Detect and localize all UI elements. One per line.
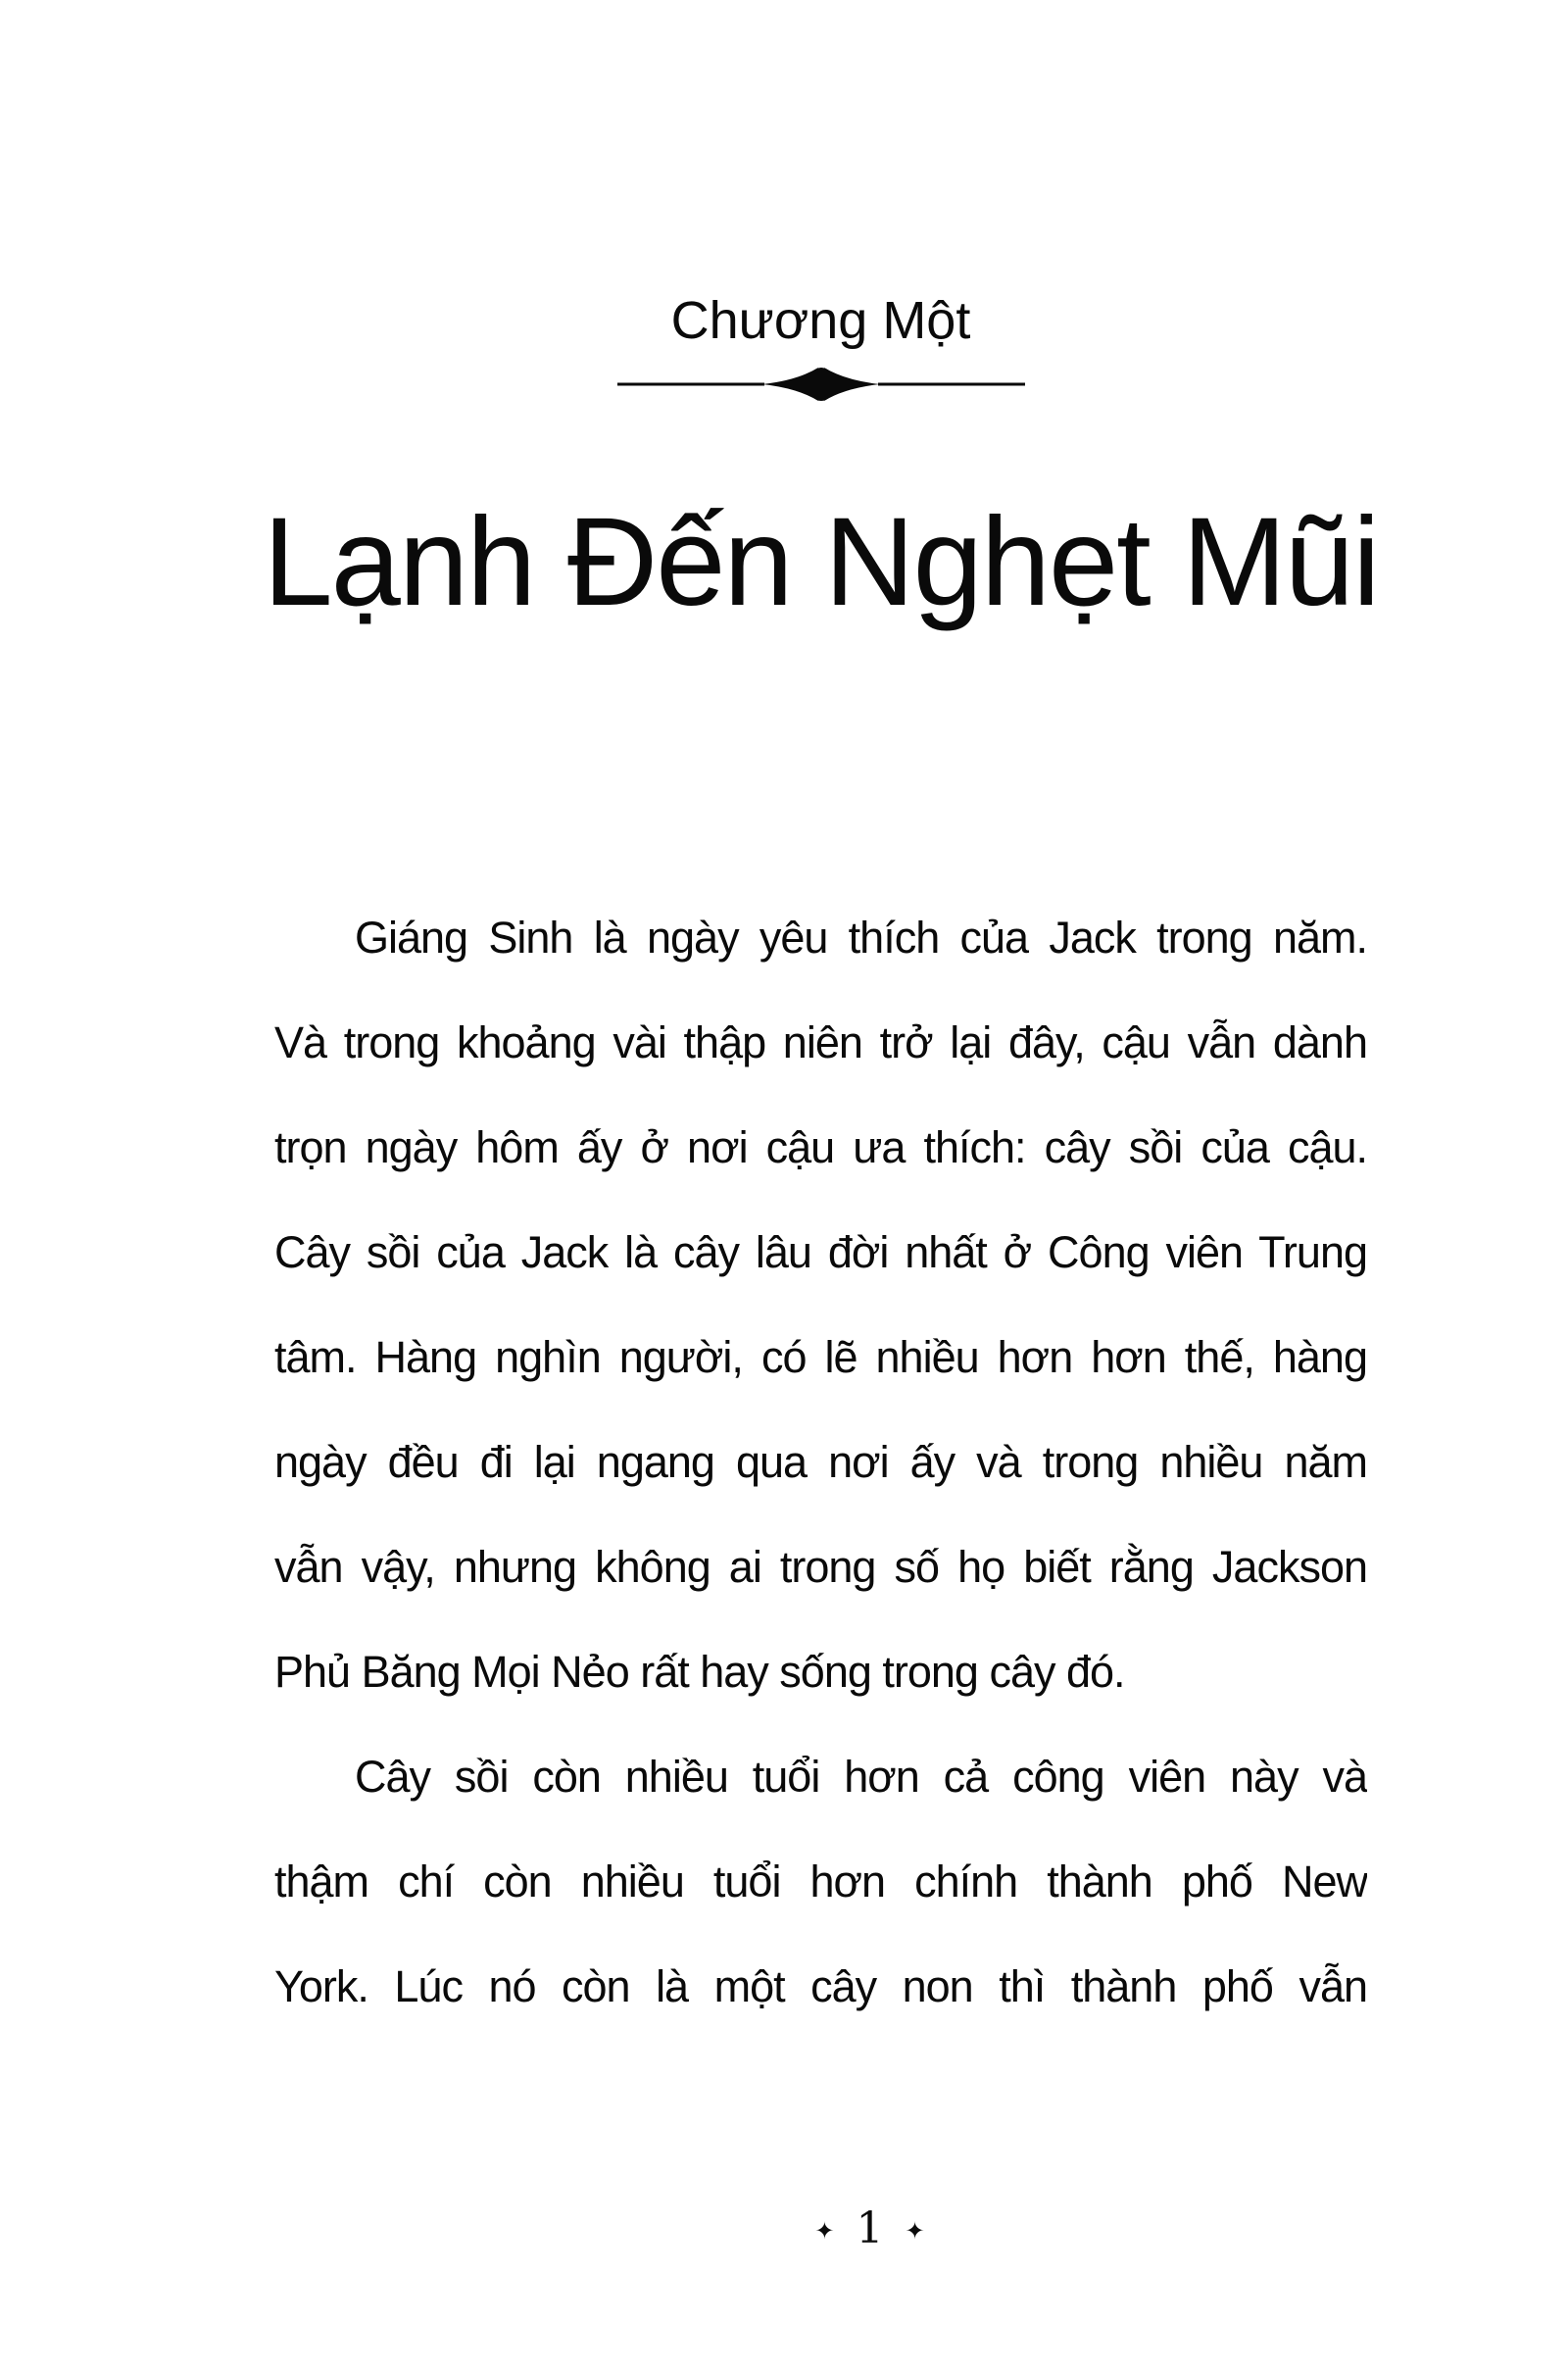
paragraph xyxy=(274,885,1367,1724)
body-line: thậm chí còn nhiều tuổi hơn chính thành phố New xyxy=(274,1856,1367,1906)
divider-ornament-icon xyxy=(615,363,1027,406)
body-line: ngày đều đi lại ngang qua nơi ấy và trong nhiều năm xyxy=(274,1437,1367,1487)
body-line: York. Lúc nó còn là một cây non thì thành phố vẫn xyxy=(274,1961,1367,2011)
diamond-ornament-icon: ✦ xyxy=(814,2217,835,2245)
chapter-label: Chương Một xyxy=(670,291,971,350)
page-footer xyxy=(323,2203,1416,2253)
page-title: Lạnh Đến Nghẹt Mũi xyxy=(263,491,1379,632)
diamond-ornament-icon: ✦ xyxy=(905,2217,925,2245)
body-line: vẫn vậy, nhưng không ai trong số họ biết rằng Jackson xyxy=(274,1542,1367,1592)
body-line: Phủ Băng Mọi Nẻo rất hay sống trong cây đó. xyxy=(274,1647,1125,1697)
page-number-group xyxy=(814,2203,925,2253)
body-line: Và trong khoảng vài thập niên trở lại đây, cậu vẫn dành xyxy=(274,1017,1367,1067)
chapter-divider xyxy=(274,363,1367,411)
body-line: Cây sồi của Jack là cây lâu đời nhất ở Công viên Trung xyxy=(274,1227,1367,1277)
body-line: Giáng Sinh là ngày yêu thích của Jack trong năm. xyxy=(355,913,1367,963)
body-text xyxy=(274,885,1367,2039)
page-number: 1 xyxy=(856,2203,884,2253)
body-line: trọn ngày hôm ấy ở nơi cậu ưa thích: cây sồi của cậu. xyxy=(274,1122,1367,1172)
paragraph xyxy=(274,1724,1367,2039)
body-line: Cây sồi còn nhiều tuổi hơn cả công viên này và xyxy=(355,1752,1367,1802)
body-line: tâm. Hàng nghìn người, có lẽ nhiều hơn hơn thế, hàng xyxy=(274,1332,1367,1382)
